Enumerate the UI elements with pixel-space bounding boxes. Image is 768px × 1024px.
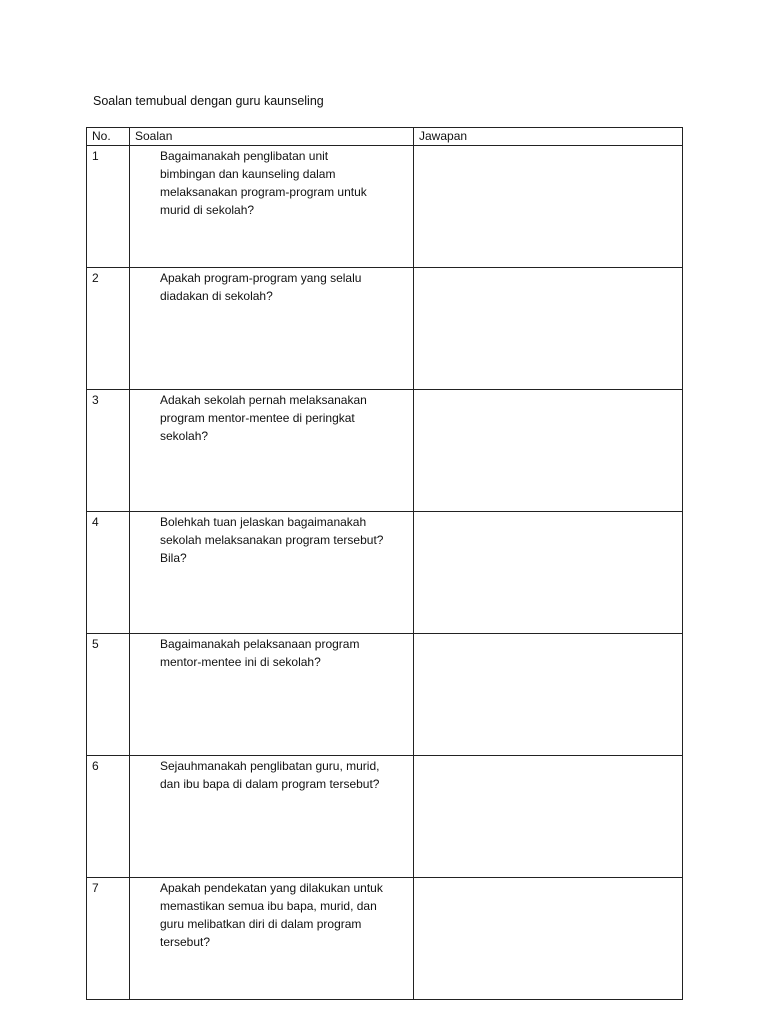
table-row [87, 390, 683, 512]
row-number: 6 [87, 756, 130, 878]
table-row [87, 146, 683, 268]
answer-cell[interactable] [414, 512, 683, 634]
table-row [87, 634, 683, 756]
row-number: 4 [87, 512, 130, 634]
question-cell [130, 268, 414, 390]
answer-cell[interactable] [414, 146, 683, 268]
answer-cell[interactable] [414, 268, 683, 390]
table-row [87, 268, 683, 390]
question-cell [130, 390, 414, 512]
document-title: Soalan temubual dengan guru kaunseling [93, 94, 324, 108]
table-header-row [87, 128, 683, 146]
header-question: Soalan [130, 128, 414, 146]
question-cell [130, 146, 414, 268]
header-answer: Jawapan [414, 128, 683, 146]
table-row [87, 756, 683, 878]
question-cell [130, 756, 414, 878]
row-number: 1 [87, 146, 130, 268]
header-no: No. [87, 128, 130, 146]
answer-cell[interactable] [414, 634, 683, 756]
table-row [87, 512, 683, 634]
interview-questions-table [86, 127, 683, 1000]
row-number: 5 [87, 634, 130, 756]
answer-cell[interactable] [414, 756, 683, 878]
question-text: Apakah pendekatan yang dilakukan untuk memastikan semua ibu bapa, murid, dan guru melibatkan diri di dalam program tersebut? [160, 881, 383, 949]
row-number: 7 [87, 878, 130, 1000]
question-text: Apakah program-program yang selalu diadakan di sekolah? [160, 271, 362, 303]
question-cell [130, 512, 414, 634]
table-row [87, 878, 683, 1000]
question-text: Bagaimanakah penglibatan unit bimbingan dan kaunseling dalam melaksanakan program-program untuk murid di sekolah? [160, 149, 367, 217]
question-cell [130, 634, 414, 756]
question-text: Bagaimanakah pelaksanaan program mentor-mentee ini di sekolah? [160, 637, 360, 669]
row-number: 3 [87, 390, 130, 512]
question-text: Bolehkah tuan jelaskan bagaimanakah sekolah melaksanakan program tersebut? Bila? [160, 515, 384, 565]
answer-cell[interactable] [414, 878, 683, 1000]
question-text: Adakah sekolah pernah melaksanakan program mentor-mentee di peringkat sekolah? [160, 393, 367, 443]
question-text: Sejauhmanakah penglibatan guru, murid, dan ibu bapa di dalam program tersebut? [160, 759, 380, 791]
question-cell [130, 878, 414, 1000]
row-number: 2 [87, 268, 130, 390]
answer-cell[interactable] [414, 390, 683, 512]
